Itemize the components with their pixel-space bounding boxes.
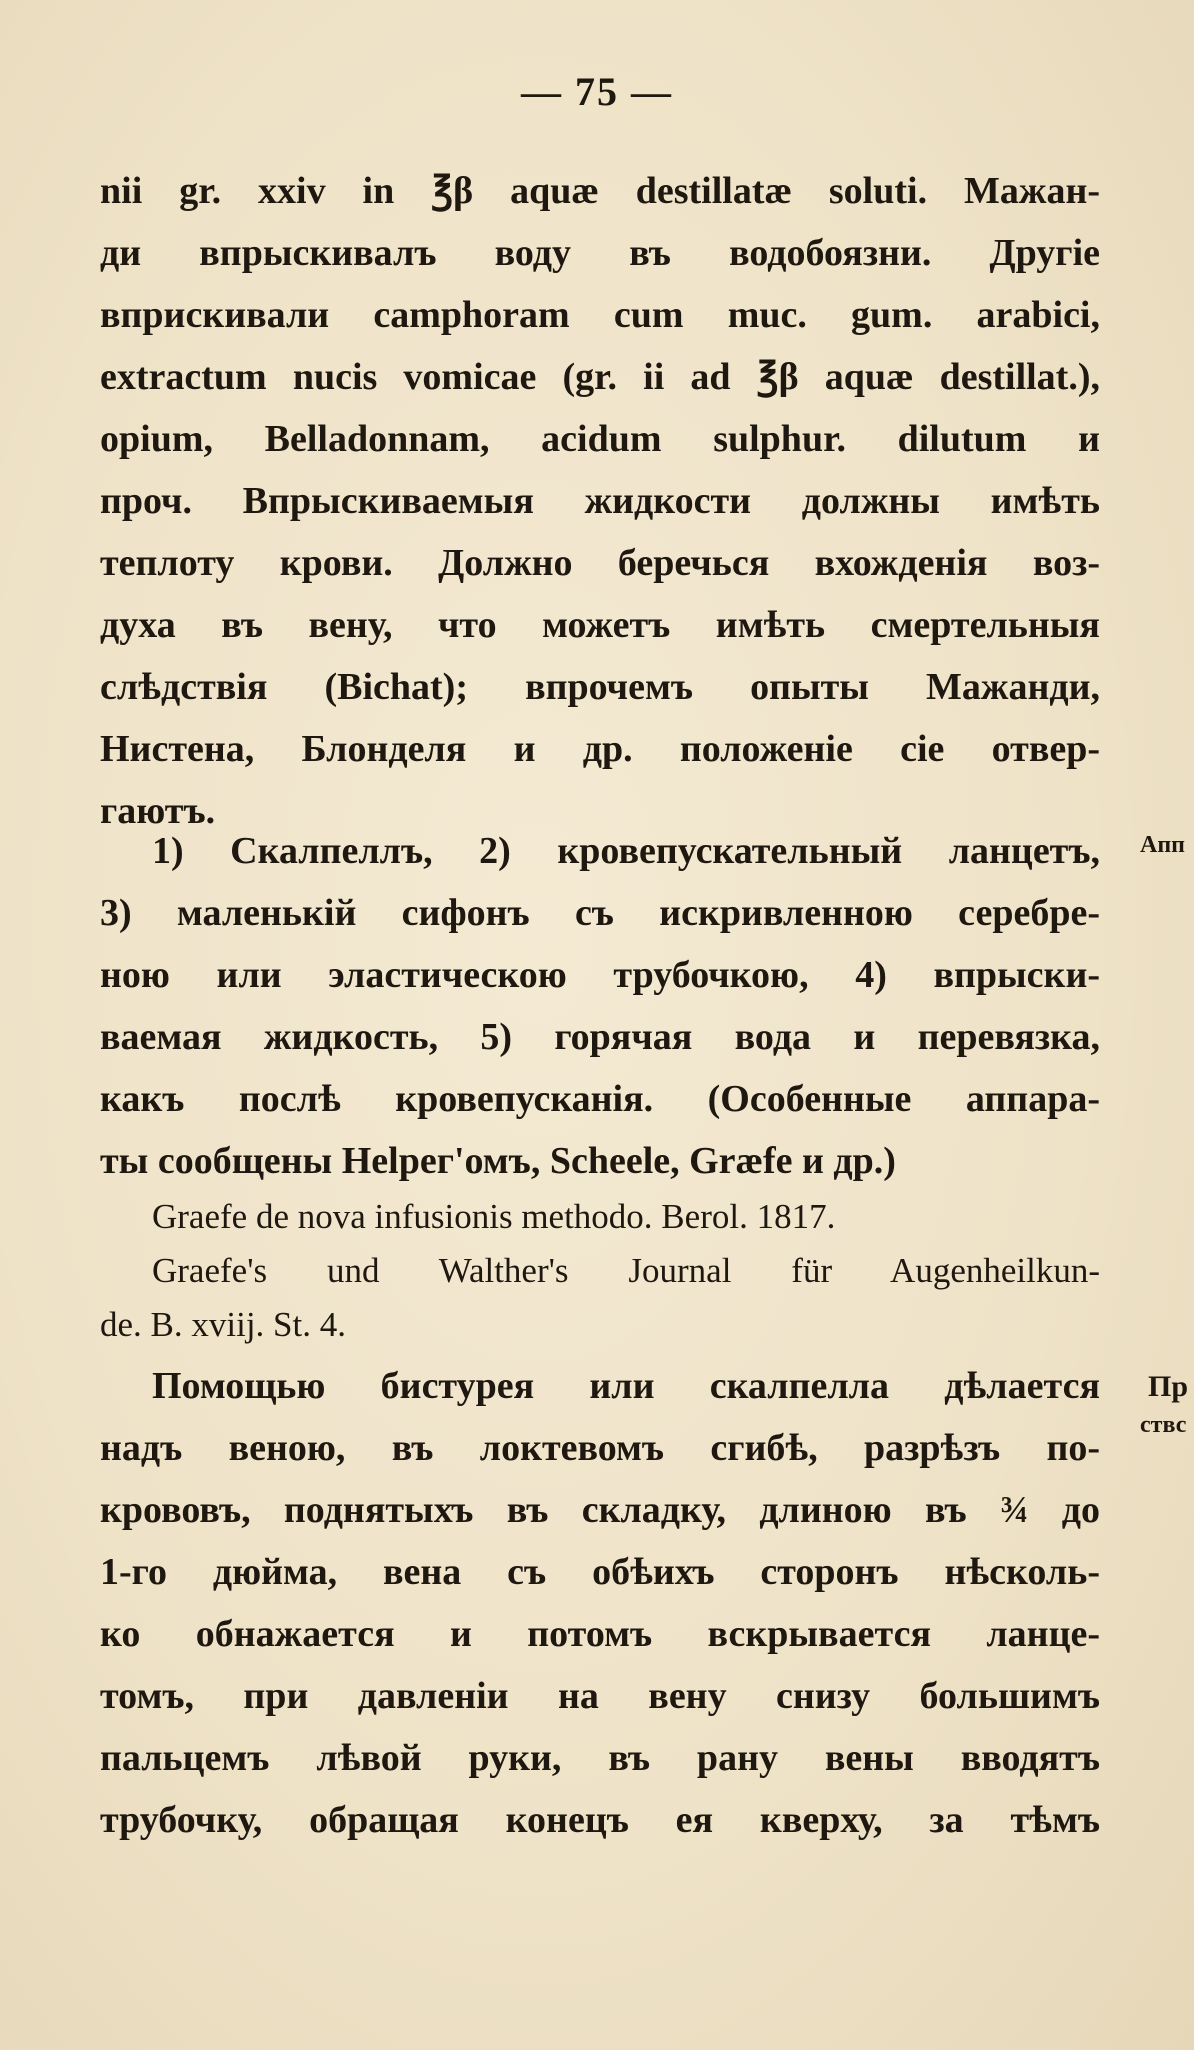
page-number: — 75 —: [521, 69, 673, 114]
text-line: слѣдствія (Bichat); впрочемъ опыты Мажанди,: [100, 666, 1100, 708]
text-line: томъ, при давленіи на вену снизу большимъ: [100, 1675, 1100, 1717]
paragraph-1: [100, 160, 1100, 842]
reference-line: Graefe's und Walther's Journal für Augenheilkun-: [152, 1251, 1100, 1290]
text-line: ди впрыскивалъ воду въ водобоязни. Другіе: [100, 232, 1100, 274]
margin-note: ствс: [1140, 1412, 1187, 1438]
reference-line: de. B. xviij. St. 4.: [100, 1305, 346, 1344]
margin-note: Апп: [1140, 832, 1185, 858]
references: [100, 1190, 1100, 1352]
text-line: 1) Скалпеллъ, 2) кровепускательный ланцетъ,: [152, 830, 1100, 872]
text-line: 3) маленькій сифонъ съ искривленною серебре-: [100, 892, 1100, 934]
text-line: гаютъ.: [100, 790, 216, 832]
text-line: ваемая жидкость, 5) горячая вода и перевязка,: [100, 1016, 1100, 1058]
text-line: ною или эластическою трубочкою, 4) впрыски-: [100, 954, 1100, 996]
text-line: nii gr. xxiv in ℥β aquæ destillatæ soluti. Мажан-: [100, 170, 1100, 212]
text-line: какъ послѣ кровепусканія. (Особенные аппара-: [100, 1078, 1100, 1120]
text-line: духа въ вену, что можетъ имѣть смертельныя: [100, 604, 1100, 646]
text-line: ты сообщены Helpeг'омъ, Scheele, Græfe и др.): [100, 1140, 896, 1182]
text-line: ко обнажается и потомъ вскрывается ланце-: [100, 1613, 1100, 1655]
reference-line: Graefe de nova infusionis methodo. Berol. 1817.: [152, 1197, 836, 1236]
paragraph-2: [100, 820, 1100, 1192]
text-line: Помощью бистурея или скалпелла дѣлается: [152, 1365, 1100, 1407]
paragraph-3: [100, 1355, 1100, 1851]
text-line: трубочку, обращая конецъ ея кверху, за тѣмъ: [100, 1799, 1100, 1841]
text-line: надъ веною, въ локтевомъ сгибѣ, разрѣзъ по-: [100, 1427, 1100, 1469]
text-line: крововъ, поднятыхъ въ складку, длиною въ ¾ до: [100, 1489, 1100, 1531]
text-line: opium, Belladonnam, acidum sulphur. dilutum и: [100, 418, 1100, 460]
margin-note: Пр: [1148, 1370, 1189, 1403]
text-line: пальцемъ лѣвой руки, въ рану вены вводятъ: [100, 1737, 1100, 1779]
text-line: теплоту крови. Должно беречься вхожденія воз-: [100, 542, 1100, 584]
text-line: вприскивали camphoram cum muc. gum. arabici,: [100, 294, 1100, 336]
text-line: проч. Впрыскиваемыя жидкости должны имѣть: [100, 480, 1100, 522]
text-line: extractum nucis vomicae (gr. ii ad ℥β aquæ destillat.),: [100, 356, 1100, 398]
text-line: 1-го дюйма, вена съ обѣихъ сторонъ нѣсколь-: [100, 1551, 1100, 1593]
text-line: Нистена, Блонделя и др. положеніе сіе отвер-: [100, 728, 1100, 770]
